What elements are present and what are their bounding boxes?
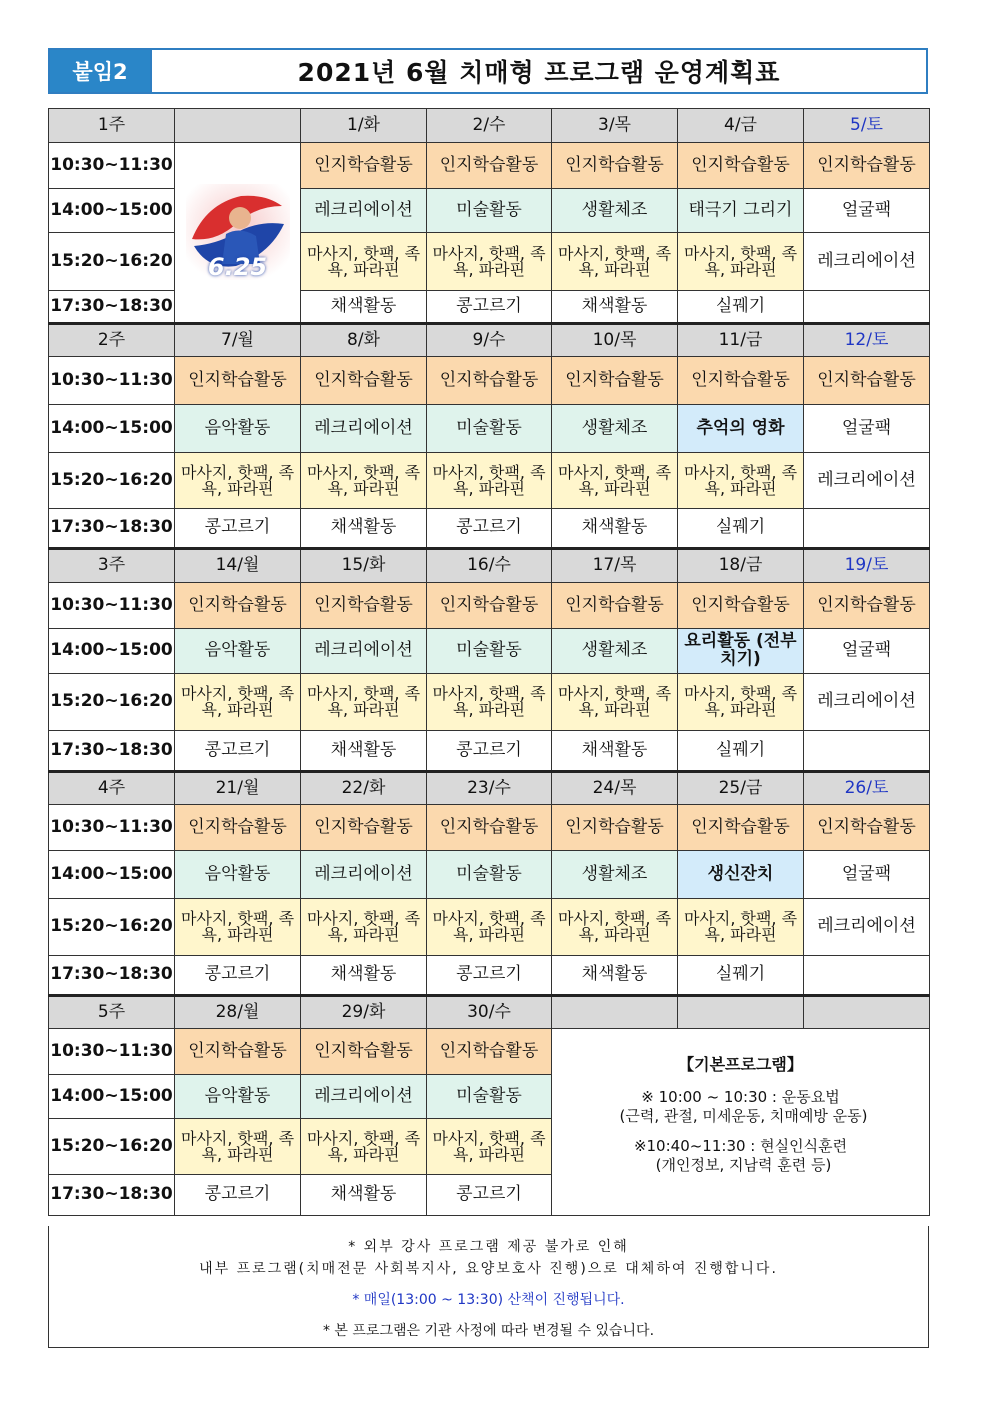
program-cell: 레크리에이션	[301, 405, 427, 453]
program-cell: 마사지, 핫팩, 족욕, 파라핀	[678, 674, 804, 731]
week-label: 2주	[49, 324, 175, 357]
program-cell: 음악활동	[175, 405, 301, 453]
program-cell: 마사지, 핫팩, 족욕, 파라핀	[427, 674, 552, 731]
program-cell: 추억의 영화	[678, 405, 804, 453]
program-cell: 채색활동	[301, 291, 427, 324]
time-slot: 14:00~15:00	[49, 851, 175, 899]
basic-program-box	[552, 1029, 930, 1216]
program-cell: 채색활동	[552, 291, 678, 324]
program-cell: 생활체조	[552, 851, 678, 899]
program-cell: 콩고르기	[427, 291, 552, 324]
program-cell: 인지학습활동	[301, 583, 427, 629]
day-header	[678, 996, 804, 1029]
day-header: 23/수	[427, 772, 552, 805]
program-cell: 인지학습활동	[301, 357, 427, 405]
program-cell: 인지학습활동	[552, 583, 678, 629]
program-cell: 인지학습활동	[427, 583, 552, 629]
basic-program-item-2: ※10:40~11:30 : 현실인식훈련	[633, 1137, 848, 1156]
program-cell: 얼굴팩	[804, 851, 930, 899]
program-cell: 태극기 그리기	[678, 189, 804, 233]
program-cell: 콩고르기	[175, 956, 301, 996]
day-header: 7/월	[175, 324, 301, 357]
time-slot: 10:30~11:30	[49, 143, 175, 189]
korean-war-625-image	[175, 143, 301, 324]
program-cell: 레크리에이션	[301, 851, 427, 899]
time-slot: 17:30~18:30	[49, 291, 175, 324]
program-cell: 인지학습활동	[175, 583, 301, 629]
week-header-row	[49, 996, 930, 1029]
program-cell: 콩고르기	[427, 731, 552, 772]
program-cell: 레크리에이션	[301, 1075, 427, 1119]
program-cell: 실꿰기	[678, 509, 804, 549]
time-slot: 17:30~18:30	[49, 956, 175, 996]
time-slot: 15:20~16:20	[49, 453, 175, 509]
week-header-row	[49, 772, 930, 805]
program-cell: 마사지, 핫팩, 족욕, 파라핀	[175, 899, 301, 956]
program-cell: 콩고르기	[175, 731, 301, 772]
program-cell: 음악활동	[175, 851, 301, 899]
program-cell: 인지학습활동	[301, 1029, 427, 1075]
program-cell: 실꿰기	[678, 731, 804, 772]
program-cell: 콩고르기	[427, 1175, 552, 1216]
program-cell: 인지학습활동	[427, 357, 552, 405]
week-label: 1주	[49, 109, 175, 143]
time-slot-row	[49, 674, 930, 731]
program-cell	[804, 291, 930, 324]
day-header: 26/토	[804, 772, 930, 805]
program-cell: 채색활동	[301, 509, 427, 549]
image-caption: 6.25	[207, 253, 268, 282]
program-cell: 마사지, 핫팩, 족욕, 파라핀	[301, 899, 427, 956]
footer-note-2: 내부 프로그램(치매전문 사회복지사, 요양보호사 진행)으로 대체하여 진행합니다.	[199, 1261, 778, 1277]
program-cell: 인지학습활동	[678, 143, 804, 189]
footer-note-change: * 본 프로그램은 기관 사정에 따라 변경될 수 있습니다.	[322, 1323, 655, 1339]
program-cell: 마사지, 핫팩, 족욕, 파라핀	[427, 1119, 552, 1175]
program-cell: 마사지, 핫팩, 족욕, 파라핀	[175, 674, 301, 731]
day-header: 15/화	[301, 549, 427, 583]
day-header: 25/금	[678, 772, 804, 805]
time-slot: 14:00~15:00	[49, 405, 175, 453]
program-cell: 인지학습활동	[175, 805, 301, 851]
time-slot: 15:20~16:20	[49, 674, 175, 731]
program-cell: 레크리에이션	[301, 629, 427, 674]
time-slot-row	[49, 899, 930, 956]
day-header: 8/화	[301, 324, 427, 357]
day-header: 5/토	[804, 109, 930, 143]
day-header: 22/화	[301, 772, 427, 805]
program-cell: 마사지, 핫팩, 족욕, 파라핀	[552, 674, 678, 731]
week-label: 5주	[49, 996, 175, 1029]
program-cell: 채색활동	[552, 956, 678, 996]
time-slot-row	[49, 1029, 930, 1075]
program-cell: 인지학습활동	[552, 805, 678, 851]
program-cell: 미술활동	[427, 851, 552, 899]
day-header	[175, 109, 301, 143]
program-cell: 인지학습활동	[804, 143, 930, 189]
program-cell: 콩고르기	[175, 509, 301, 549]
day-header: 21/월	[175, 772, 301, 805]
program-cell: 인지학습활동	[427, 143, 552, 189]
program-cell: 인지학습활동	[301, 805, 427, 851]
day-header: 16/수	[427, 549, 552, 583]
time-slot: 17:30~18:30	[49, 731, 175, 772]
program-cell: 마사지, 핫팩, 족욕, 파라핀	[552, 899, 678, 956]
day-header: 12/토	[804, 324, 930, 357]
program-cell: 채색활동	[301, 956, 427, 996]
program-cell: 인지학습활동	[175, 357, 301, 405]
program-cell: 실꿰기	[678, 291, 804, 324]
day-header: 3/목	[552, 109, 678, 143]
day-header: 17/목	[552, 549, 678, 583]
day-header: 19/토	[804, 549, 930, 583]
day-header: 1/화	[301, 109, 427, 143]
program-cell: 생활체조	[552, 189, 678, 233]
time-slot-row	[49, 509, 930, 549]
day-header: 18/금	[678, 549, 804, 583]
day-header: 10/목	[552, 324, 678, 357]
program-cell: 요리활동 (전부치기)	[678, 629, 804, 674]
program-cell: 인지학습활동	[678, 357, 804, 405]
time-slot: 17:30~18:30	[49, 1175, 175, 1216]
week-label: 3주	[49, 549, 175, 583]
program-cell: 마사지, 핫팩, 족욕, 파라핀	[427, 899, 552, 956]
program-cell: 실꿰기	[678, 956, 804, 996]
program-cell: 마사지, 핫팩, 족욕, 파라핀	[301, 674, 427, 731]
program-cell: 음악활동	[175, 1075, 301, 1119]
program-cell: 마사지, 핫팩, 족욕, 파라핀	[301, 1119, 427, 1175]
basic-program-item-1-detail: (근력, 관절, 미세운동, 치매예방 운동)	[619, 1106, 868, 1125]
time-slot-row	[49, 143, 930, 189]
attachment-badge: 붙임2	[50, 50, 152, 92]
time-slot-row	[49, 629, 930, 674]
day-header: 24/목	[552, 772, 678, 805]
footer-note-walk: * 매일(13:00 ~ 13:30) 산책이 진행됩니다.	[352, 1292, 625, 1308]
program-cell: 레크리에이션	[804, 899, 930, 956]
program-cell: 콩고르기	[175, 1175, 301, 1216]
basic-program-item-1: ※ 10:00 ~ 10:30 : 운동요법	[641, 1087, 840, 1106]
program-cell: 마사지, 핫팩, 족욕, 파라핀	[552, 233, 678, 291]
schedule-table	[48, 108, 930, 1216]
page-title: 2021년 6월 치매형 프로그램 운영계획표	[297, 58, 781, 87]
time-slot-row	[49, 805, 930, 851]
title-bar	[48, 48, 928, 94]
program-cell: 마사지, 핫팩, 족욕, 파라핀	[678, 453, 804, 509]
day-header: 11/금	[678, 324, 804, 357]
time-slot-row	[49, 583, 930, 629]
time-slot: 10:30~11:30	[49, 583, 175, 629]
program-cell: 채색활동	[552, 509, 678, 549]
program-cell: 인지학습활동	[678, 583, 804, 629]
program-cell: 인지학습활동	[301, 143, 427, 189]
time-slot-row	[49, 453, 930, 509]
week-header-row	[49, 109, 930, 143]
program-cell: 레크리에이션	[301, 189, 427, 233]
program-cell: 얼굴팩	[804, 189, 930, 233]
program-cell	[804, 956, 930, 996]
day-header: 28/월	[175, 996, 301, 1029]
program-cell: 콩고르기	[427, 509, 552, 549]
program-cell: 마사지, 핫팩, 족욕, 파라핀	[678, 899, 804, 956]
program-cell: 마사지, 핫팩, 족욕, 파라핀	[678, 233, 804, 291]
time-slot-row	[49, 405, 930, 453]
time-slot: 10:30~11:30	[49, 357, 175, 405]
time-slot: 15:20~16:20	[49, 899, 175, 956]
program-cell: 얼굴팩	[804, 405, 930, 453]
footer-note-1: * 외부 강사 프로그램 제공 불가로 인해	[348, 1239, 629, 1255]
program-cell: 마사지, 핫팩, 족욕, 파라핀	[301, 453, 427, 509]
program-cell	[804, 731, 930, 772]
program-cell: 마사지, 핫팩, 족욕, 파라핀	[427, 453, 552, 509]
program-cell: 채색활동	[552, 731, 678, 772]
program-cell: 레크리에이션	[804, 233, 930, 291]
program-cell: 생신잔치	[678, 851, 804, 899]
program-cell: 마사지, 핫팩, 족욕, 파라핀	[301, 233, 427, 291]
program-cell: 인지학습활동	[552, 143, 678, 189]
time-slot: 10:30~11:30	[49, 1029, 175, 1075]
program-cell: 인지학습활동	[427, 1029, 552, 1075]
day-header: 29/화	[301, 996, 427, 1029]
day-header: 4/금	[678, 109, 804, 143]
day-header: 14/월	[175, 549, 301, 583]
program-cell: 음악활동	[175, 629, 301, 674]
program-cell: 마사지, 핫팩, 족욕, 파라핀	[175, 1119, 301, 1175]
program-cell: 레크리에이션	[804, 674, 930, 731]
program-cell: 인지학습활동	[427, 805, 552, 851]
program-cell: 인지학습활동	[552, 357, 678, 405]
time-slot: 15:20~16:20	[49, 233, 175, 291]
program-cell: 미술활동	[427, 405, 552, 453]
program-cell: 인지학습활동	[175, 1029, 301, 1075]
program-cell: 생활체조	[552, 405, 678, 453]
program-cell: 인지학습활동	[804, 357, 930, 405]
basic-program-title: 【기본프로그램】	[678, 1055, 803, 1075]
time-slot-row	[49, 956, 930, 996]
program-cell: 생활체조	[552, 629, 678, 674]
time-slot: 15:20~16:20	[49, 1119, 175, 1175]
day-header: 30/수	[427, 996, 552, 1029]
program-cell: 콩고르기	[427, 956, 552, 996]
program-cell: 채색활동	[301, 731, 427, 772]
day-header: 9/수	[427, 324, 552, 357]
program-cell: 마사지, 핫팩, 족욕, 파라핀	[552, 453, 678, 509]
week-header-row	[49, 324, 930, 357]
program-cell: 인지학습활동	[678, 805, 804, 851]
time-slot: 14:00~15:00	[49, 629, 175, 674]
time-slot-row	[49, 357, 930, 405]
week-label: 4주	[49, 772, 175, 805]
day-header: 2/수	[427, 109, 552, 143]
time-slot-row	[49, 731, 930, 772]
day-header	[804, 996, 930, 1029]
time-slot-row	[49, 851, 930, 899]
program-cell: 채색활동	[301, 1175, 427, 1216]
program-cell: 미술활동	[427, 189, 552, 233]
program-cell: 레크리에이션	[804, 453, 930, 509]
week-header-row	[49, 549, 930, 583]
time-slot: 17:30~18:30	[49, 509, 175, 549]
program-cell: 인지학습활동	[804, 583, 930, 629]
program-cell: 얼굴팩	[804, 629, 930, 674]
program-cell: 마사지, 핫팩, 족욕, 파라핀	[427, 233, 552, 291]
time-slot: 14:00~15:00	[49, 189, 175, 233]
program-cell: 인지학습활동	[804, 805, 930, 851]
day-header	[552, 996, 678, 1029]
program-cell: 미술활동	[427, 629, 552, 674]
program-cell	[804, 509, 930, 549]
footer-notes	[48, 1226, 929, 1348]
basic-program-item-2-detail: (개인정보, 지남력 훈련 등)	[655, 1156, 832, 1175]
time-slot: 10:30~11:30	[49, 805, 175, 851]
time-slot: 14:00~15:00	[49, 1075, 175, 1119]
program-cell: 미술활동	[427, 1075, 552, 1119]
program-cell: 마사지, 핫팩, 족욕, 파라핀	[175, 453, 301, 509]
